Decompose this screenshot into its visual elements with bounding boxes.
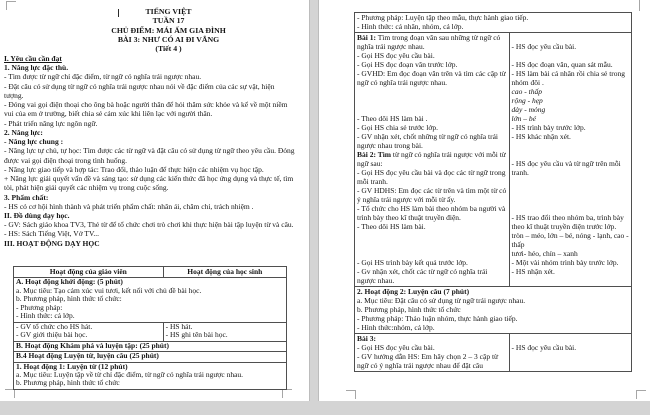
- text-line: - Gọi HS đọc yêu cầu bài và đọc các từ ngữ trong mỗi tranh.: [357, 168, 506, 186]
- text-line: Bài 2: Tìm từ ngữ có nghĩa trái ngược với mỗi từ ngữ sau:: [357, 150, 506, 168]
- table-cell: [14, 323, 164, 341]
- table-row: [14, 277, 286, 321]
- activities-table-page2: [354, 12, 632, 372]
- text-line: + Năng lực giải quyết vấn đề và sáng tạo: sử dụng các kiến thức đã học ứng dụng và thực tế, tìm tòi, phát hiện giải quyết các nhiệm vụ trong cuộc sống.: [4, 174, 294, 193]
- text-line: - Gọi HS chia sẻ trước lớp.: [357, 123, 438, 132]
- text-line: - GV tổ chức cho HS hát.: [16, 321, 93, 331]
- text-line: - Phương pháp:: [16, 302, 63, 312]
- text-line: - Phát triển năng lực ngôn ngữ.: [4, 118, 98, 128]
- text-line: - Hình thức: cá nhân, nhóm, cả lớp.: [357, 22, 464, 31]
- text-line: [512, 177, 629, 186]
- text-line: a. Mục tiêu: Đặt câu có sử dụng từ ngữ trái ngược nhau.: [357, 296, 526, 305]
- text-line: 2. Hoạt động 2: Luyện câu (7 phút): [357, 287, 470, 296]
- text-line: - Gọi HS đọc đoạn văn trước lớp.: [357, 60, 458, 69]
- column-header: Hoạt động của giáo viên: [14, 267, 164, 277]
- text-line: b. Phương pháp, hình thức tổ chức: [16, 378, 120, 388]
- text-line: II. Đồ dùng dạy học.: [4, 210, 70, 220]
- margin-corner-mark: [636, 390, 646, 399]
- document-page-1[interactable]: [0, 0, 310, 401]
- table-cell: [164, 323, 286, 341]
- margin-corner-mark: [638, 0, 640, 11]
- text-line: - Gọi HS trình bày kết quả trước lớp.: [357, 258, 468, 267]
- column-header: Hoạt động của học sinh: [187, 267, 263, 276]
- text-line: [357, 96, 507, 105]
- text-line: [512, 51, 629, 60]
- text-line: - Đặt câu có sử dụng từ ngữ có nghĩa trái ngược nhau nói về đặc điểm của các sự vật, hiện tượng.: [4, 81, 275, 100]
- text-line: - Gọi HS đọc yêu cầu bài.: [357, 343, 435, 352]
- text-line: - HS đọc đoạn văn, quan sát mẫu.: [511, 60, 613, 69]
- text-line: TUẦN 17: [152, 16, 185, 26]
- text-line: - Theo dõi HS làm bài.: [357, 222, 426, 231]
- text-line: - Hình thức:nhóm, cả lớp.: [357, 323, 435, 332]
- text-line: - Đóng vai gọi điện thoại cho ông bà hoặc người thân để hỏi thăm sức khỏe và kể về một niềm vui của em ở trường, biết chia sẻ cảm xúc khi liên lạc với người thân.: [4, 100, 288, 119]
- text-line: [357, 231, 507, 240]
- text-line: - Theo dõi HS làm bài .: [357, 114, 428, 123]
- table-cell: [355, 13, 631, 32]
- table-cell: [355, 287, 631, 333]
- text-line: - HS ghi tên bài học.: [165, 330, 228, 340]
- text-line: - HS đọc yêu cầu bài.: [511, 42, 577, 51]
- text-line: 1. Năng lực đặc thù.: [4, 63, 69, 73]
- text-line: [512, 186, 629, 195]
- text-line: - GV giới thiệu bài học.: [16, 330, 88, 340]
- text-line: TIẾNG VIỆT: [145, 7, 192, 16]
- document-page-2[interactable]: [318, 0, 650, 401]
- text-line: dày - mỏng: [511, 105, 546, 114]
- text-line: I. Yêu cầu cần đạt: [4, 54, 62, 63]
- text-line: b. Phương pháp, hình thức tổ chức: [357, 305, 461, 314]
- text-line: tròn – méo, lớn – bé, nóng - lạnh, cao - thấp: [511, 231, 629, 249]
- text-line: CHỦ ĐIỂM: MÁI ẤM GIA ĐÌNH: [111, 25, 226, 35]
- text-line: III. HOẠT ĐỘNG DẠY HỌC: [4, 238, 100, 248]
- text-line: - Phương pháp: Thảo luận nhóm, thực hành giao tiếp.: [357, 314, 518, 323]
- text-line: 3. Phẩm chất:: [4, 192, 49, 202]
- text-line: [512, 204, 629, 213]
- table-row: [355, 13, 631, 32]
- text-line: - Tổ chức cho HS làm bài theo nhóm ba người và trình bày theo kĩ thuật truyền điện.: [357, 204, 506, 222]
- text-line: b. Phương pháp, hình thức tổ chức:: [16, 294, 122, 304]
- document-body-text: [4, 54, 295, 248]
- text-line: - HS có cơ hội hình thành và phát triển phẩm chất: nhân ái, chăm chỉ, trách nhiệm .: [4, 201, 254, 211]
- text-line: - GV hướng dẫn HS: Em hãy chọn 2 – 3 cặp từ ngữ có ý nghĩa trái ngược nhau để đặt câu: [357, 352, 499, 370]
- text-line: - GV nhận xét, chốt những từ ngữ có nghĩa trái ngược nhau trong bài.: [357, 132, 498, 150]
- table-cell: [14, 363, 286, 389]
- text-line: - GV HDHS: Em đọc các từ trên và tìm một từ có ý nghĩa trái ngược với mỗi từ ấy.: [357, 186, 507, 204]
- text-line: [357, 105, 507, 114]
- table-cell: [510, 33, 631, 286]
- text-line: [512, 141, 629, 150]
- text-line: - GV: Sách giáo khoa TV3, Thẻ từ để tổ chức chơi trò chơi khi thực hiện bài tập luyện từ và câu.: [4, 220, 294, 230]
- text-line: - Gv nhận xét, chốt các từ ngữ có nghĩa trái ngược nhau.: [357, 267, 488, 285]
- text-line: - HS nhận xét.: [511, 267, 555, 276]
- text-line: - Năng lực chung :: [4, 137, 64, 147]
- text-line: - Hình thức: cả lớp.: [16, 311, 75, 321]
- text-line: [512, 334, 629, 343]
- margin-corner-mark: [282, 389, 292, 398]
- margin-corner-mark: [346, 390, 356, 399]
- text-line: Bài 3:: [357, 334, 376, 343]
- table-cell: [355, 33, 510, 286]
- table-row: [14, 341, 286, 351]
- text-line: - Năng lực tự chủ, tự học: Tìm được các từ ngữ và đặt câu có sử dụng từ ngữ theo yêu cầu. Đóng được vai gọi điện thoại trong tình huống.: [4, 146, 295, 165]
- table-cell: [355, 334, 510, 371]
- text-line: B. Hoạt động Khám phá và luyện tập: (25 phút): [16, 340, 169, 350]
- text-line: - GVHD: Em đọc đoạn văn trên và tìm các cặp từ ngữ có nghĩa trái ngược nhau.: [357, 69, 506, 87]
- text-line: - Phương pháp: Luyện tập theo mẫu, thực hành giao tiếp.: [357, 13, 529, 22]
- text-line: - HS đọc yêu cầu và từ ngữ trên mỗi tranh.: [511, 159, 621, 177]
- text-line: [512, 195, 629, 204]
- text-line: a. Mục tiêu: Tạo cảm xúc vui tươi, kết nối với chủ đề bài học.: [16, 285, 202, 295]
- table-cell: [14, 278, 286, 321]
- margin-corner-mark: [6, 1, 16, 10]
- text-line: [357, 240, 507, 249]
- text-line: 2. Năng lực:: [4, 127, 43, 137]
- text-line: - HS: Sách Tiếng Việt, Vở TV...: [4, 229, 100, 239]
- text-line: - Năng lực giao tiếp và hợp tác: Trao đổi, thảo luận để thực hiện các nhiệm vụ học tập.: [4, 164, 264, 174]
- text-line: - HS hát.: [165, 321, 193, 331]
- text-line: - HS khác nhận xét.: [511, 132, 571, 141]
- margin-corner-mark: [5, 389, 15, 398]
- text-line: a. Mục tiêu: Luyện tập về từ chỉ đặc điểm, từ ngữ có nghĩa trái ngược nhau.: [16, 369, 244, 379]
- table-row: [355, 32, 631, 286]
- text-line: [512, 150, 629, 159]
- text-line: cao - thấp: [511, 87, 542, 96]
- text-line: Bài 1: Tìm trong đoạn văn sau những từ ngữ có nghĩa trái ngược nhau.: [357, 33, 501, 51]
- text-line: - HS trình bày trước lớp.: [511, 123, 586, 132]
- table-cell: [510, 334, 631, 371]
- table-row: [355, 286, 631, 333]
- text-line: [512, 33, 629, 42]
- table-header-row: [14, 267, 286, 277]
- text-line: (Tiết 4 ): [155, 44, 182, 54]
- table-row: [355, 333, 631, 371]
- table-row: [14, 362, 286, 389]
- text-line: - HS trao đổi theo nhóm ba, trình bày theo kĩ thuật truyền điện trước lớp.: [511, 213, 624, 231]
- text-line: 1. Hoạt động 1: Luyện từ (12 phút): [16, 361, 128, 371]
- text-line: tươi- héo, chín – xanh: [511, 249, 578, 258]
- text-line: - Tìm được từ ngữ chỉ đặc điểm, từ ngữ có nghĩa trái ngược nhau.: [4, 72, 202, 82]
- text-line: B.4 Hoạt động Luyện từ, luyện câu (25 phút): [16, 351, 159, 361]
- document-title-block: [23, 7, 314, 53]
- text-line: rộng - hẹp: [511, 96, 543, 105]
- text-line: A. Hoạt động khởi động: (5 phút): [16, 277, 123, 287]
- text-line: - HS làm bài cá nhân rồi chia sẻ trong nhóm đôi .: [511, 69, 626, 87]
- table-cell: [14, 342, 286, 351]
- text-line: - HS đọc yêu cầu bài.: [511, 343, 577, 352]
- text-line: [357, 87, 507, 96]
- text-line: [357, 249, 507, 258]
- activities-table-page1: [13, 266, 287, 390]
- text-line: - Một vài nhóm trình bày trước lớp.: [511, 258, 619, 267]
- table-row: [14, 351, 286, 361]
- table-row: [14, 322, 286, 341]
- text-line: lớn – bé: [511, 114, 536, 123]
- text-line: - Gọi HS đọc yêu cầu bài.: [357, 51, 435, 60]
- table-cell: [14, 352, 286, 361]
- text-line: BÀI 3: NHƯ CÓ AI ĐI VẮNG: [117, 34, 220, 44]
